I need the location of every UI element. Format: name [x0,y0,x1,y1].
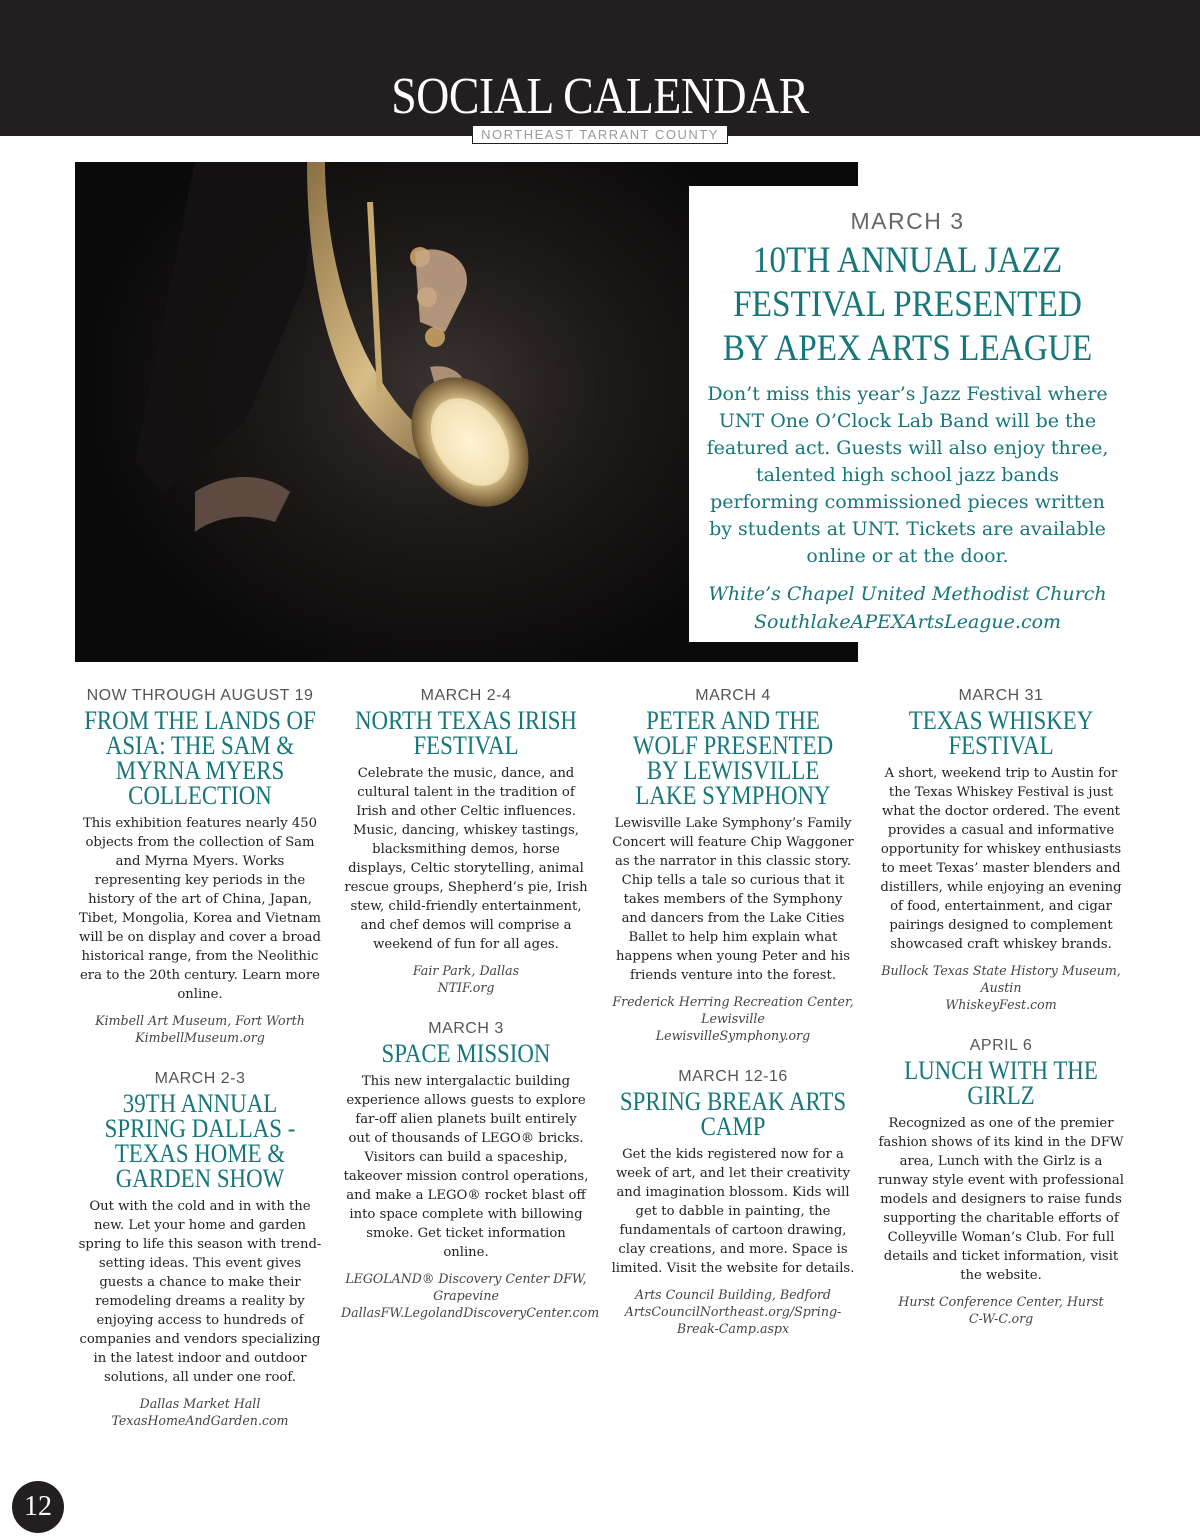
event-date: APRIL 6 [969,1037,1033,1054]
event-location: Fair Park, Dallas [412,963,520,978]
event-website[interactable]: KimbellMuseum.org [135,1030,265,1045]
event-website[interactable]: NTIF.org [437,980,495,995]
page-subtitle: NORTHEAST TARRANT COUNTY [472,126,728,144]
event-location: Dallas Market Hall [139,1396,261,1411]
event-date: MARCH 12-16 [678,1068,788,1085]
event-website[interactable]: LewisvilleSymphony.org [655,1028,811,1043]
event-website[interactable]: C-W-C.org [968,1311,1034,1326]
event-description: This exhibition features nearly 450 objects from the collection of Sam and Myrna Myers. Works representing key periods in the history of the art of China, Japan, Tibet, Mongolia, Korea and Vietnam will be on display and cover a broad historical range, from the Neolithic era to the 20th century. Learn more online. [78,816,321,1002]
event-date: NOW THROUGH AUGUST 19 [86,687,314,704]
event-title: 39TH ANNUAL SPRING DALLAS - TEXAS HOME & GARDEN SHOW [104,1089,296,1193]
event-description: Celebrate the music, dance, and cultural talent in the tradition of Irish and other Celtic influences. Music, dancing, whiskey tastings, blacksmithing demos, horse displays, Celtic storytelling, animal rescue groups, Shepherd’s pie, Irish stew, child-friendly entertainment, and chef demos will comprise a weekend of fun for all ages. [344,766,588,952]
event-item [341,1018,600,1321]
event-description: Out with the cold and in with the new. Let your home and garden spring to life this season with trend-setting ideas. This event gives guests a chance to make their remodeling dreams a reality by enjoying access to hundreds of companies and vendors specializing in the latest indoor and outdoor solutions, all under one roof. [78,1199,322,1385]
event-location: Frederick Herring Recreation Center, Lewisville [612,994,854,1026]
featured-event-website[interactable]: SouthlakeAPEXArtsLeague.com [753,611,1062,633]
event-website[interactable]: ArtsCouncilNortheast.org/Spring-Break-Camp.aspx [624,1304,842,1336]
event-item [75,1068,325,1429]
event-title: SPRING BREAK ARTS CAMP [619,1087,847,1141]
event-date: MARCH 2-3 [154,1070,246,1087]
featured-event [689,186,1126,642]
event-location: Arts Council Building, Bedford [635,1287,831,1302]
event-column-1 [75,685,325,1451]
event-website[interactable]: DallasFW.LegolandDiscoveryCenter.com [341,1305,600,1320]
page-title: SOCIAL CALENDAR [391,68,809,125]
event-title: PETER AND THE WOLF PRESENTED BY LEWISVILLE LAKE SYMPHONY [632,706,834,810]
event-date: MARCH 4 [695,687,771,704]
event-title: TEXAS WHISKEY FESTIVAL [908,706,1094,760]
event-column-2 [341,685,600,1343]
featured-event-location: White’s Chapel United Methodist Church [708,583,1107,605]
event-title: NORTH TEXAS IRISH FESTIVAL [355,706,577,760]
featured-event-date: MARCH 3 [850,208,965,234]
event-item [876,1035,1126,1327]
event-description: Get the kids registered now for a week of art, and let their creativity and imagination blossom. Kids will get to dabble in painting, the fundamentals of cartoon drawing, clay creations, and more. Space is limited. Visit the website for details. [611,1147,855,1276]
event-description: Lewisville Lake Symphony’s Family Concert will feature Chip Waggoner as the narrator in this classic story. Chip tells a tale so curious that it takes members of the Symphony and dancers from the Lake Cities Ballet to help him explain what happens when young Peter and his friends venture into the forest. [612,816,854,983]
event-location: Bullock Texas State History Museum, Austin [881,963,1121,995]
event-date: MARCH 2-4 [420,687,512,704]
event-date: MARCH 3 [428,1020,504,1037]
event-item [75,685,325,1046]
event-item [608,685,858,1044]
event-description: This new intergalactic building experience allows guests to explore far-off alien planets built entirely out of thousands of LEGO® bricks. Visitors can build a spaceship, takeover mission control operations, and make a LEGO® rocket blast off into space complete with billowing smoke. Get ticket information online. [343,1074,589,1260]
event-title: LUNCH WITH THE GIRLZ [904,1056,1098,1110]
event-item [341,685,591,996]
event-description: Recognized as one of the premier fashion shows of its kind in the DFW area, Lunch with the Girlz is a runway style event with professional models and designers to raise funds supporting the charitable efforts of Colleyville Woman’s Club. For full details and ticket information, visit the website. [878,1116,1124,1283]
event-title: FROM THE LANDS OF ASIA: THE SAM & MYRNA MYERS COLLECTION [84,706,316,810]
event-column-4 [876,685,1126,1349]
event-item [876,685,1126,1013]
event-item [608,1066,858,1337]
event-website[interactable]: TexasHomeAndGarden.com [111,1413,289,1428]
event-date: MARCH 31 [958,687,1044,704]
page-number: 12 [12,1481,64,1533]
event-website[interactable]: WhiskeyFest.com [945,997,1057,1012]
event-title: SPACE MISSION [381,1039,551,1068]
event-location: LEGOLAND® Discovery Center DFW, Grapevine [345,1271,587,1303]
event-column-3 [608,685,858,1359]
event-location: Kimbell Art Museum, Fort Worth [95,1013,305,1028]
event-description: A short, weekend trip to Austin for the Texas Whiskey Festival is just what the doctor ordered. The event provides a casual and informative opportunity for whiskey enthusiasts to meet Texas’ master blenders and distillers, while enjoying an evening of food, entertainment, and cigar pairings designed to complement showcased craft whiskey brands. [880,766,1122,952]
featured-event-description: Don’t miss this year’s Jazz Festival where UNT One O’Clock Lab Band will be the featured act. Guests will also enjoy three, talented high school jazz bands performing commissioned pieces written by students at UNT. Tickets are available online or at the door. [706,383,1109,567]
featured-event-title: 10TH ANNUAL JAZZ FESTIVAL PRESENTED BY APEX ARTS LEAGUE [722,240,1093,369]
event-location: Hurst Conference Center, Hurst [898,1294,1104,1309]
